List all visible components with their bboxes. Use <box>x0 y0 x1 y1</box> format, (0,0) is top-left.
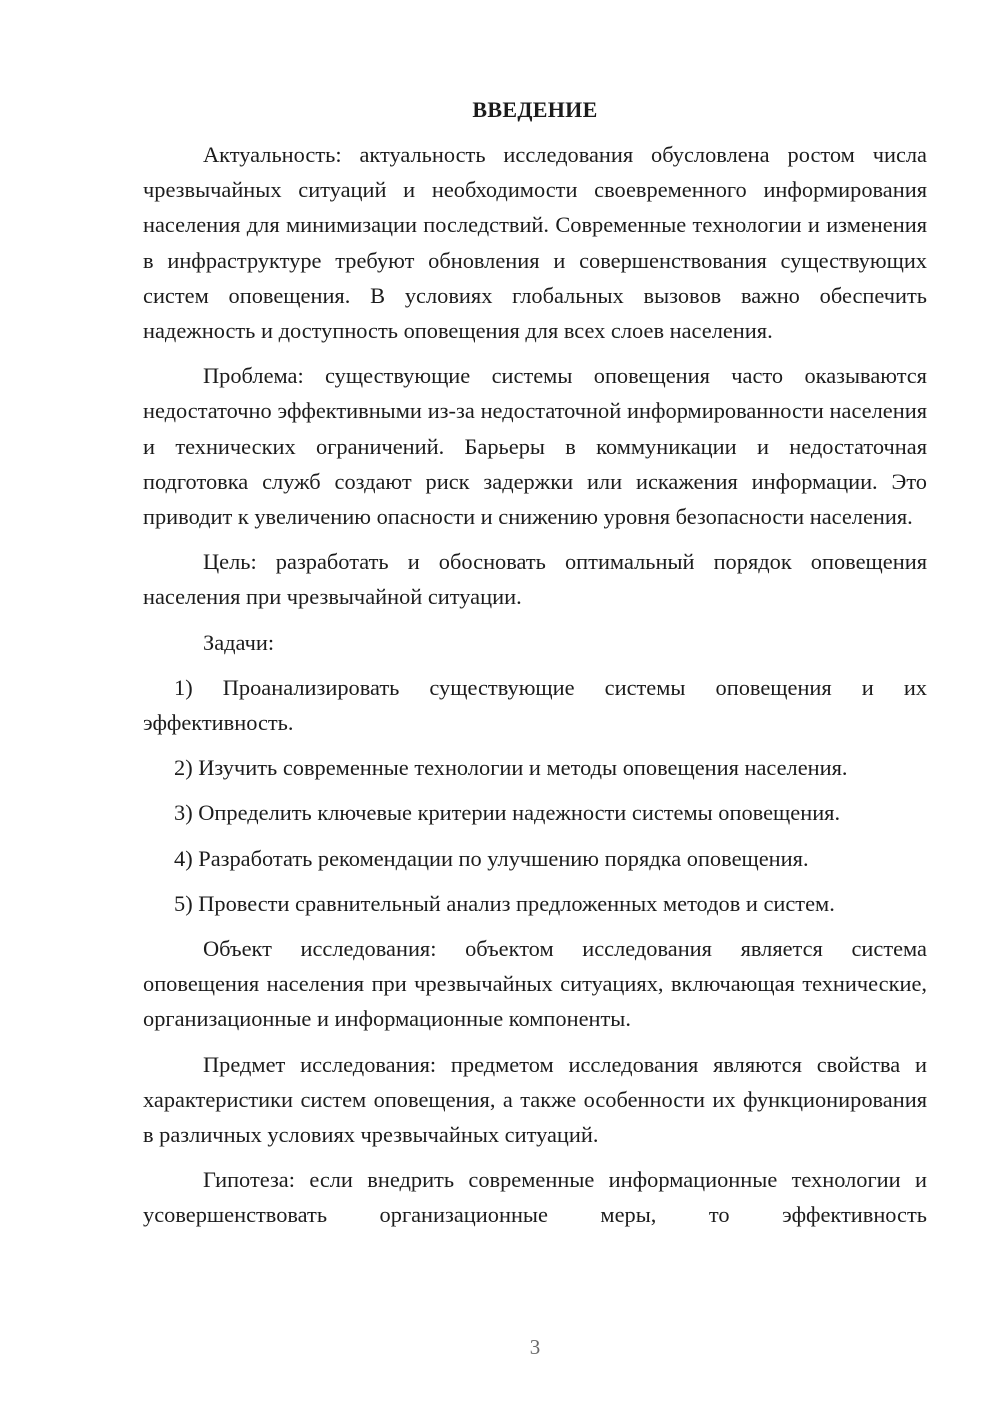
paragraph-hypothesis: Гипотеза: если внедрить современные информационные технологии и усовершенствовать организационные меры, то эффективность <box>143 1167 927 1228</box>
task-item: 4) Разработать рекомендации по улучшению порядка оповещения. <box>174 845 809 871</box>
paragraph-goal: Цель: разработать и обосновать оптимальный порядок оповещения населения при чрезвычайной ситуации. <box>143 549 927 610</box>
paragraph-problem: Проблема: существующие системы оповещения часто оказываются недостаточно эффективными из-за недостаточной информированности населения и технических ограничений. Барьеры в коммуникации и недостаточная подготовка служб создают риск задержки или искажения информации. Это приводит к увеличению опасности и снижению уровня безопасности населения. <box>143 363 927 530</box>
paragraph-subject: Предмет исследования: предметом исследования являются свойства и характеристики систем оповещения, а также особенности их функционирования в различных условиях чрезвычайных ситуаций. <box>143 1051 927 1148</box>
tasks-title: Задачи: <box>203 629 275 655</box>
section-heading: ВВЕДЕНИЕ <box>472 97 598 122</box>
page-number: 3 <box>529 1335 541 1359</box>
task-item: 1) Проанализировать существующие системы оповещения и их эффективность. <box>143 674 927 736</box>
page-content <box>143 92 927 1243</box>
paragraph-object: Объект исследования: объектом исследования является система оповещения населения при чрезвычайных ситуациях, включающая технические, организационные и информационные компоненты. <box>143 936 927 1032</box>
task-item: 5) Провести сравнительный анализ предложенных методов и систем. <box>174 890 835 916</box>
paragraph-relevance: Актуальность: актуальность исследования обусловлена ростом числа чрезвычайных ситуаций и необходимости своевременного информирования населения для минимизации последствий. Современные технологии и изменения в инфраструктуре требуют обновления и совершенствования существующих систем оповещения. В условиях глобальных вызовов важно обеспечить надежность и доступность оповещения для всех слоев населения. <box>143 142 927 344</box>
task-item: 3) Определить ключевые критерии надежности системы оповещения. <box>174 800 841 826</box>
task-item: 2) Изучить современные технологии и методы оповещения населения. <box>174 755 848 781</box>
